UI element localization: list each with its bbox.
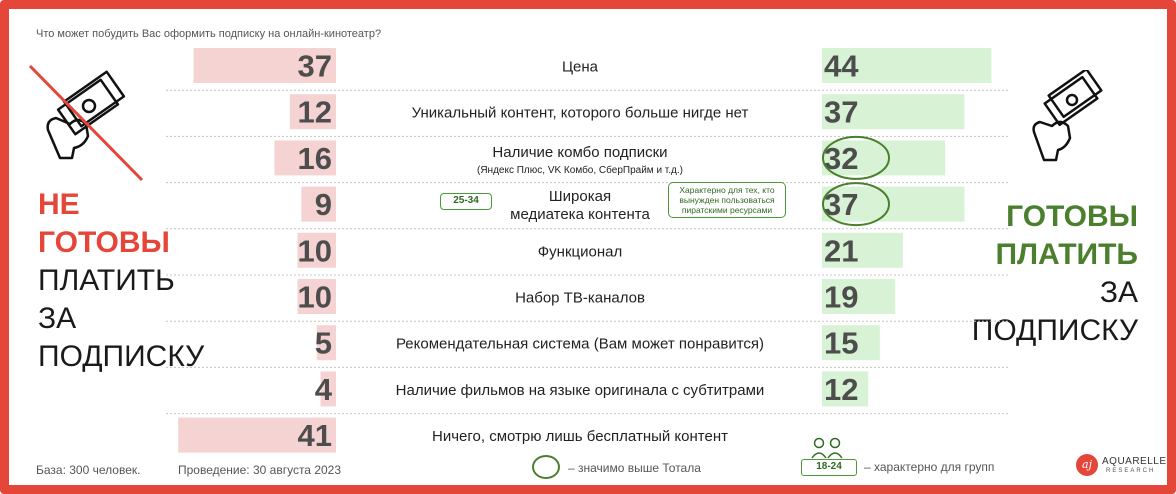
- bar-value-not-ready: 16: [297, 140, 332, 176]
- not-ready-title-line1: НЕ: [38, 188, 80, 221]
- bar-value-ready: 37: [824, 187, 859, 223]
- ready-title-line4: ПОДПИСКУ: [971, 314, 1138, 347]
- not-ready-title-line3: ПЛАТИТЬ: [38, 264, 175, 297]
- logo-name: AQUARELLE: [1102, 456, 1167, 467]
- not-ready-title-line4: ЗА: [38, 302, 77, 335]
- bar-value-ready: 21: [824, 233, 859, 269]
- aquarelle-logo: [1076, 452, 1166, 480]
- legend-significant-text: – значимо выше Тотала: [568, 461, 701, 475]
- category-label: Уникальный контент, которого больше нигде нет: [411, 104, 749, 122]
- category-sublabel: (Яндекс Плюс, VK Комбо, СберПрайм и т.д.): [477, 164, 683, 176]
- ready-title-line2: ПЛАТИТЬ: [995, 238, 1138, 271]
- category-label: медиатека контента: [510, 206, 650, 224]
- bar-value-ready: 19: [824, 279, 859, 315]
- bar-value-not-ready: 37: [297, 48, 332, 84]
- category-label: Рекомендательная система (Вам может понравится): [395, 335, 765, 353]
- category-label: Широкая: [548, 188, 612, 206]
- footer-base: База: 300 человек.: [36, 463, 141, 477]
- not-ready-title-line2: ГОТОВЫ: [38, 226, 170, 259]
- bar-value-not-ready: 5: [314, 325, 332, 361]
- question-text: Что может побудить Вас оформить подписку на онлайн-кинотеатр?: [36, 28, 382, 40]
- legend-group-tag: 18-24: [801, 459, 857, 476]
- category-label: Наличие фильмов на языке оригинала с субтитрами: [395, 381, 765, 399]
- category-label: Набор ТВ-каналов: [515, 289, 645, 307]
- bar-value-ready: 44: [824, 48, 859, 84]
- bar-value-not-ready: 9: [314, 187, 332, 223]
- footer-date: Проведение: 30 августа 2023: [178, 463, 342, 477]
- ready-title-line1: ГОТОВЫ: [1006, 200, 1138, 233]
- bar-value-not-ready: 4: [314, 371, 332, 407]
- bar-value-not-ready: 10: [297, 233, 332, 269]
- bar-value-ready: 37: [824, 94, 859, 130]
- legend-significant-circle-icon: [532, 455, 560, 479]
- category-label: Цена: [561, 58, 599, 76]
- bar-value-ready: 32: [824, 140, 859, 176]
- bar-value-not-ready: 12: [297, 94, 332, 130]
- bar-value-ready: 15: [824, 325, 859, 361]
- bar-value-not-ready: 41: [297, 418, 332, 454]
- logo-sub: RESEARCH: [1106, 468, 1156, 474]
- bar-value-ready: 12: [824, 371, 859, 407]
- ready-title-line3: ЗА: [1099, 276, 1138, 309]
- category-label: Ничего, смотрю лишь бесплатный контент: [432, 428, 728, 446]
- not-ready-title-line5: ПОДПИСКУ: [38, 340, 205, 373]
- category-label: Функционал: [537, 243, 623, 261]
- logo-mark: aj: [1076, 454, 1098, 476]
- bar-value-not-ready: 10: [297, 279, 332, 315]
- category-label: Наличие комбо подписки: [492, 143, 668, 161]
- legend-group-text: – характерно для групп: [864, 460, 995, 474]
- age-group-tag: 25-34: [440, 193, 492, 210]
- pirates-note-tag: Характерно для тех, кто вынужден пользоваться пиратскими ресурсами: [668, 182, 786, 218]
